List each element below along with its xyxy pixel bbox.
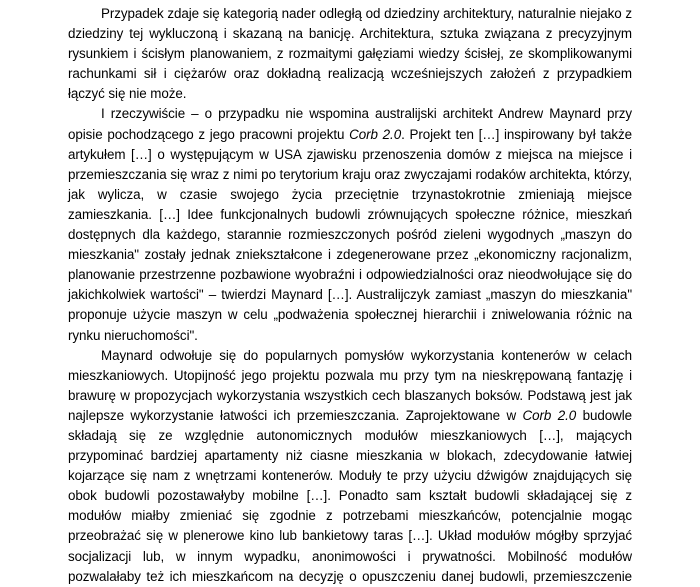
italic-title: Corb 2.0 (522, 407, 577, 423)
paragraph-2: I rzeczywiście – o przypadku nie wspomina australijski architekt Andrew Maynard przy opisie pochodzącego z jego pracowni projektu Corb 2.0. Projekt ten […] inspirowany był także artykułem […] o występującym w USA zjawisku przenoszenia domów z miejsca na miejsce i przemieszczania się wraz z nimi po terytorium kraju oraz zwyczajami rodaków architekta, którzy, jak wylicza, w czasie swojego życia przeciętnie trzynastokrotnie zmieniają miejsce zamieszkania. […] Idee funkcjonalnych budowli zrównujących społeczne różnice, mieszkań dostępnych dla każdego, starannie rozmieszczonych pośród zieleni wygodnych „maszyn do mieszkania" zostały jednak zniekształcone i zdegenerowane przez „ekonomiczny racjonalizm, planowanie przestrzenne pozbawione wyobraźni i odpowiedzialności oraz nieodwołujące się do jakichkolwiek wartości" – twierdzi Maynard […]. Australijczyk zamiast „maszyn do mieszkania" proponuje użycie maszyn w celu „podważenia społecznej hierarchii i zniwelowania różnic na rynku nieruchomości". (68, 106, 633, 343)
paragraph-3: Maynard odwołuje się do popularnych pomysłów wykorzystania kontenerów w celach mieszkaniowych. Utopijność jego projektu pozwala mu przy tym na nieskrępowaną fantazję i brawurę w propozycjach wykorzystania wszystkich cech blaszanych boksów. Podstawą jest jak najlepsze wykorzystanie łatwości ich przemieszczania. Zaprojektowane w Corb 2.0 budowle składają się ze względnie autonomicznych modułów mieszkaniowych […], mających przypominać bardziej apartamenty niż ciasne mieszkania w blokach, zdecydowanie łatwiej kojarzące się nam z wnętrzami kontenerów. Moduły te przy użyciu dźwigów znajdujących się obok budowli pozostawałyby mobilne […]. Ponadto sam kształt budowli składającej się z modułów miałby zmieniać się zgodnie z potrzebami mieszkańców, potencjalnie mogąc przeobrażać się w plenerowe kino lub bankietowy taras […]. Układ modułów mógłby sprzyjać socjalizacji lub, w innym wypadku, anonimowości i prywatności. Mobilność modułów pozwalałaby też ich mieszkańcom na decyzję o opuszczeniu danej budowli, przemieszczenie (68, 347, 632, 584)
body-text-column (68, 4, 632, 587)
italic-title: Corb 2.0 (349, 126, 402, 142)
paragraph-1: Przypadek zdaje się kategorią nader odległą od dziedziny architektury, naturalnie niejako z dziedziny tej wykluczoną i skazaną na banicję. Architektura, sztuka związana z precyzyjnym rysunkiem i ścisłym planowaniem, z rozmaitymi gałęziami wiedzy ścisłej, ze skomplikowanymi rachunkami sił i ciężarów oraz dokładną realizacją wcześniejszych założeń z przypadkiem łączyć się nie może. (68, 6, 632, 102)
